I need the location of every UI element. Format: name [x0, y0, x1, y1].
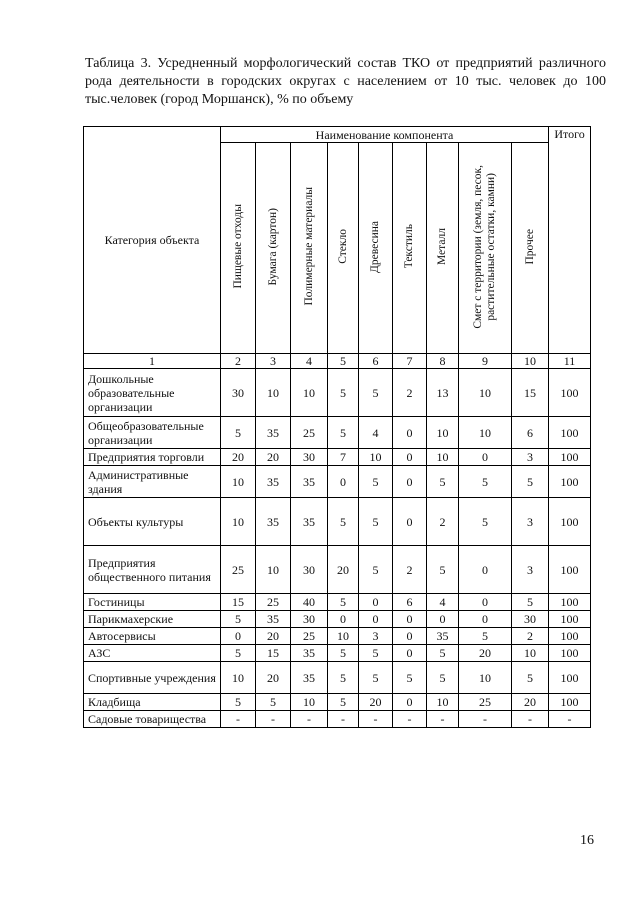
value-cell: 35 [291, 466, 328, 498]
value-cell: 35 [256, 466, 291, 498]
value-cell: 5 [221, 611, 256, 628]
table-row [84, 628, 591, 645]
value-cell: 0 [459, 449, 512, 466]
value-cell: 5 [459, 498, 512, 546]
component-header [291, 143, 328, 354]
value-cell: 25 [291, 628, 328, 645]
value-cell: 35 [291, 498, 328, 546]
component-label: Металл [436, 227, 448, 266]
value-cell: 35 [256, 611, 291, 628]
value-cell: 6 [512, 417, 549, 449]
value-cell: 0 [393, 611, 427, 628]
value-cell: 10 [512, 645, 549, 662]
composition-table [83, 126, 591, 728]
category-cell: Парикмахерские [84, 611, 221, 628]
table-row [84, 417, 591, 449]
total-cell: 100 [549, 662, 591, 694]
component-header [393, 143, 427, 354]
table-row [84, 594, 591, 611]
value-cell: - [427, 711, 459, 728]
column-number: 5 [328, 354, 359, 369]
category-cell: Автосервисы [84, 628, 221, 645]
value-cell: 10 [459, 662, 512, 694]
value-cell: 5 [459, 466, 512, 498]
value-cell: 0 [393, 645, 427, 662]
category-cell: Гостиницы [84, 594, 221, 611]
column-number: 2 [221, 354, 256, 369]
value-cell: 35 [256, 417, 291, 449]
value-cell: 5 [359, 369, 393, 417]
component-header [328, 143, 359, 354]
value-cell: 5 [359, 546, 393, 594]
value-cell: 5 [393, 662, 427, 694]
value-cell: 5 [427, 645, 459, 662]
category-cell: Кладбища [84, 694, 221, 711]
total-cell: 100 [549, 417, 591, 449]
table-row [84, 498, 591, 546]
component-header [359, 143, 393, 354]
value-cell: 5 [328, 645, 359, 662]
value-cell: - [359, 711, 393, 728]
value-cell: 35 [291, 645, 328, 662]
category-cell: Дошкольные образовательные организации [84, 369, 221, 417]
component-label: Прочее [523, 228, 536, 265]
total-cell: 100 [549, 645, 591, 662]
value-cell: 0 [393, 694, 427, 711]
value-cell: 10 [221, 466, 256, 498]
category-cell: Объекты культуры [84, 498, 221, 546]
value-cell: 20 [459, 645, 512, 662]
component-label: Бумага (картон) [266, 207, 279, 286]
table-row [84, 694, 591, 711]
table-row [84, 369, 591, 417]
value-cell: 5 [256, 694, 291, 711]
total-cell: 100 [549, 594, 591, 611]
value-cell: 20 [359, 694, 393, 711]
component-label: Древесина [369, 220, 381, 273]
component-label: Смет с территории (земля, песок, растительные остатки, камни) [472, 164, 497, 329]
total-header: Итого [549, 127, 591, 354]
value-cell: 5 [359, 498, 393, 546]
value-cell: 10 [427, 694, 459, 711]
value-cell: 35 [427, 628, 459, 645]
value-cell: 0 [221, 628, 256, 645]
category-cell: Предприятия торговли [84, 449, 221, 466]
value-cell: 10 [427, 417, 459, 449]
value-cell: - [291, 711, 328, 728]
column-number: 6 [359, 354, 393, 369]
category-header: Категория объекта [84, 127, 221, 354]
table-row [84, 546, 591, 594]
value-cell: 7 [328, 449, 359, 466]
total-cell: 100 [549, 449, 591, 466]
value-cell: 10 [221, 498, 256, 546]
value-cell: 4 [427, 594, 459, 611]
value-cell: 5 [427, 546, 459, 594]
total-cell: - [549, 711, 591, 728]
value-cell: 6 [393, 594, 427, 611]
value-cell: 5 [512, 594, 549, 611]
value-cell: 10 [459, 369, 512, 417]
value-cell: 5 [328, 369, 359, 417]
total-cell: 100 [549, 546, 591, 594]
value-cell: 20 [221, 449, 256, 466]
value-cell: 5 [221, 694, 256, 711]
value-cell: 3 [512, 546, 549, 594]
column-number: 7 [393, 354, 427, 369]
value-cell: 25 [459, 694, 512, 711]
category-cell: Общеобразовательные организации [84, 417, 221, 449]
value-cell: 5 [359, 645, 393, 662]
table-row [84, 711, 591, 728]
value-cell: 5 [221, 417, 256, 449]
value-cell: 30 [291, 449, 328, 466]
value-cell: 4 [359, 417, 393, 449]
value-cell: 0 [459, 611, 512, 628]
value-cell: 2 [393, 546, 427, 594]
component-header [221, 143, 256, 354]
value-cell: 15 [221, 594, 256, 611]
value-cell: - [459, 711, 512, 728]
value-cell: 5 [512, 466, 549, 498]
value-cell: 0 [459, 594, 512, 611]
value-cell: 2 [393, 369, 427, 417]
value-cell: 20 [328, 546, 359, 594]
value-cell: 30 [291, 611, 328, 628]
value-cell: 10 [221, 662, 256, 694]
value-cell: 20 [256, 662, 291, 694]
component-label: Полимерные материалы [302, 187, 315, 306]
value-cell: 5 [328, 694, 359, 711]
value-cell: 0 [459, 546, 512, 594]
value-cell: 20 [256, 628, 291, 645]
value-cell: 0 [328, 466, 359, 498]
component-label: Стекло [336, 229, 349, 264]
component-label: Пищевые отходы [231, 204, 244, 289]
value-cell: 0 [427, 611, 459, 628]
category-cell: АЗС [84, 645, 221, 662]
value-cell: 5 [221, 645, 256, 662]
value-cell: - [393, 711, 427, 728]
table-row [84, 449, 591, 466]
category-cell: Спортивные учреждения [84, 662, 221, 694]
value-cell: 2 [512, 628, 549, 645]
value-cell: 5 [328, 417, 359, 449]
component-header [459, 143, 512, 354]
column-number: 1 [84, 354, 221, 369]
value-cell: 10 [328, 628, 359, 645]
component-header [256, 143, 291, 354]
value-cell: 40 [291, 594, 328, 611]
table-row [84, 645, 591, 662]
page-number: 16 [580, 833, 594, 848]
total-cell: 100 [549, 369, 591, 417]
value-cell: 35 [291, 662, 328, 694]
value-cell: 10 [256, 369, 291, 417]
column-number: 9 [459, 354, 512, 369]
table-row [84, 611, 591, 628]
value-cell: - [328, 711, 359, 728]
category-cell: Предприятия общественного питания [84, 546, 221, 594]
total-cell: 100 [549, 498, 591, 546]
category-cell: Садовые товарищества [84, 711, 221, 728]
table-row [84, 466, 591, 498]
value-cell: 0 [359, 594, 393, 611]
column-number: 8 [427, 354, 459, 369]
value-cell: 0 [328, 611, 359, 628]
component-label: Текстиль [403, 224, 415, 269]
value-cell: 5 [427, 466, 459, 498]
total-cell: 100 [549, 694, 591, 711]
value-cell: 5 [512, 662, 549, 694]
value-cell: 10 [459, 417, 512, 449]
value-cell: 0 [393, 628, 427, 645]
component-header [512, 143, 549, 354]
total-cell: 100 [549, 466, 591, 498]
value-cell: 5 [459, 628, 512, 645]
total-cell: 100 [549, 611, 591, 628]
value-cell: 3 [359, 628, 393, 645]
value-cell: 25 [291, 417, 328, 449]
value-cell: 0 [393, 498, 427, 546]
component-header [427, 143, 459, 354]
category-cell: Административные здания [84, 466, 221, 498]
value-cell: 5 [359, 466, 393, 498]
value-cell: 30 [512, 611, 549, 628]
column-number: 4 [291, 354, 328, 369]
column-number: 11 [549, 354, 591, 369]
total-cell: 100 [549, 628, 591, 645]
column-number: 10 [512, 354, 549, 369]
value-cell: 3 [512, 498, 549, 546]
value-cell: 20 [256, 449, 291, 466]
value-cell: 15 [256, 645, 291, 662]
value-cell: - [512, 711, 549, 728]
value-cell: 13 [427, 369, 459, 417]
value-cell: 25 [256, 594, 291, 611]
value-cell: 15 [512, 369, 549, 417]
value-cell: 3 [512, 449, 549, 466]
value-cell: 30 [291, 546, 328, 594]
value-cell: 10 [359, 449, 393, 466]
value-cell: 0 [393, 449, 427, 466]
value-cell: 20 [512, 694, 549, 711]
value-cell: 5 [359, 662, 393, 694]
value-cell: 35 [256, 498, 291, 546]
table-caption: Таблица 3. Усредненный морфологический состав ТКО от предприятий различного рода деятельности в городских округах с населением от 10 тыс. человек до 100 тыс.человек (город Моршанск), % по объему [85, 56, 606, 107]
value-cell: 5 [328, 662, 359, 694]
value-cell: - [256, 711, 291, 728]
value-cell: 5 [427, 662, 459, 694]
value-cell: 2 [427, 498, 459, 546]
value-cell: 0 [393, 466, 427, 498]
value-cell: 0 [393, 417, 427, 449]
value-cell: 0 [359, 611, 393, 628]
value-cell: 5 [328, 594, 359, 611]
value-cell: 30 [221, 369, 256, 417]
value-cell: 10 [256, 546, 291, 594]
value-cell: 5 [328, 498, 359, 546]
value-cell: 10 [291, 694, 328, 711]
value-cell: - [221, 711, 256, 728]
component-group-header: Наименование компонента [221, 127, 549, 143]
value-cell: 10 [291, 369, 328, 417]
column-number: 3 [256, 354, 291, 369]
table-row [84, 662, 591, 694]
value-cell: 25 [221, 546, 256, 594]
value-cell: 10 [427, 449, 459, 466]
